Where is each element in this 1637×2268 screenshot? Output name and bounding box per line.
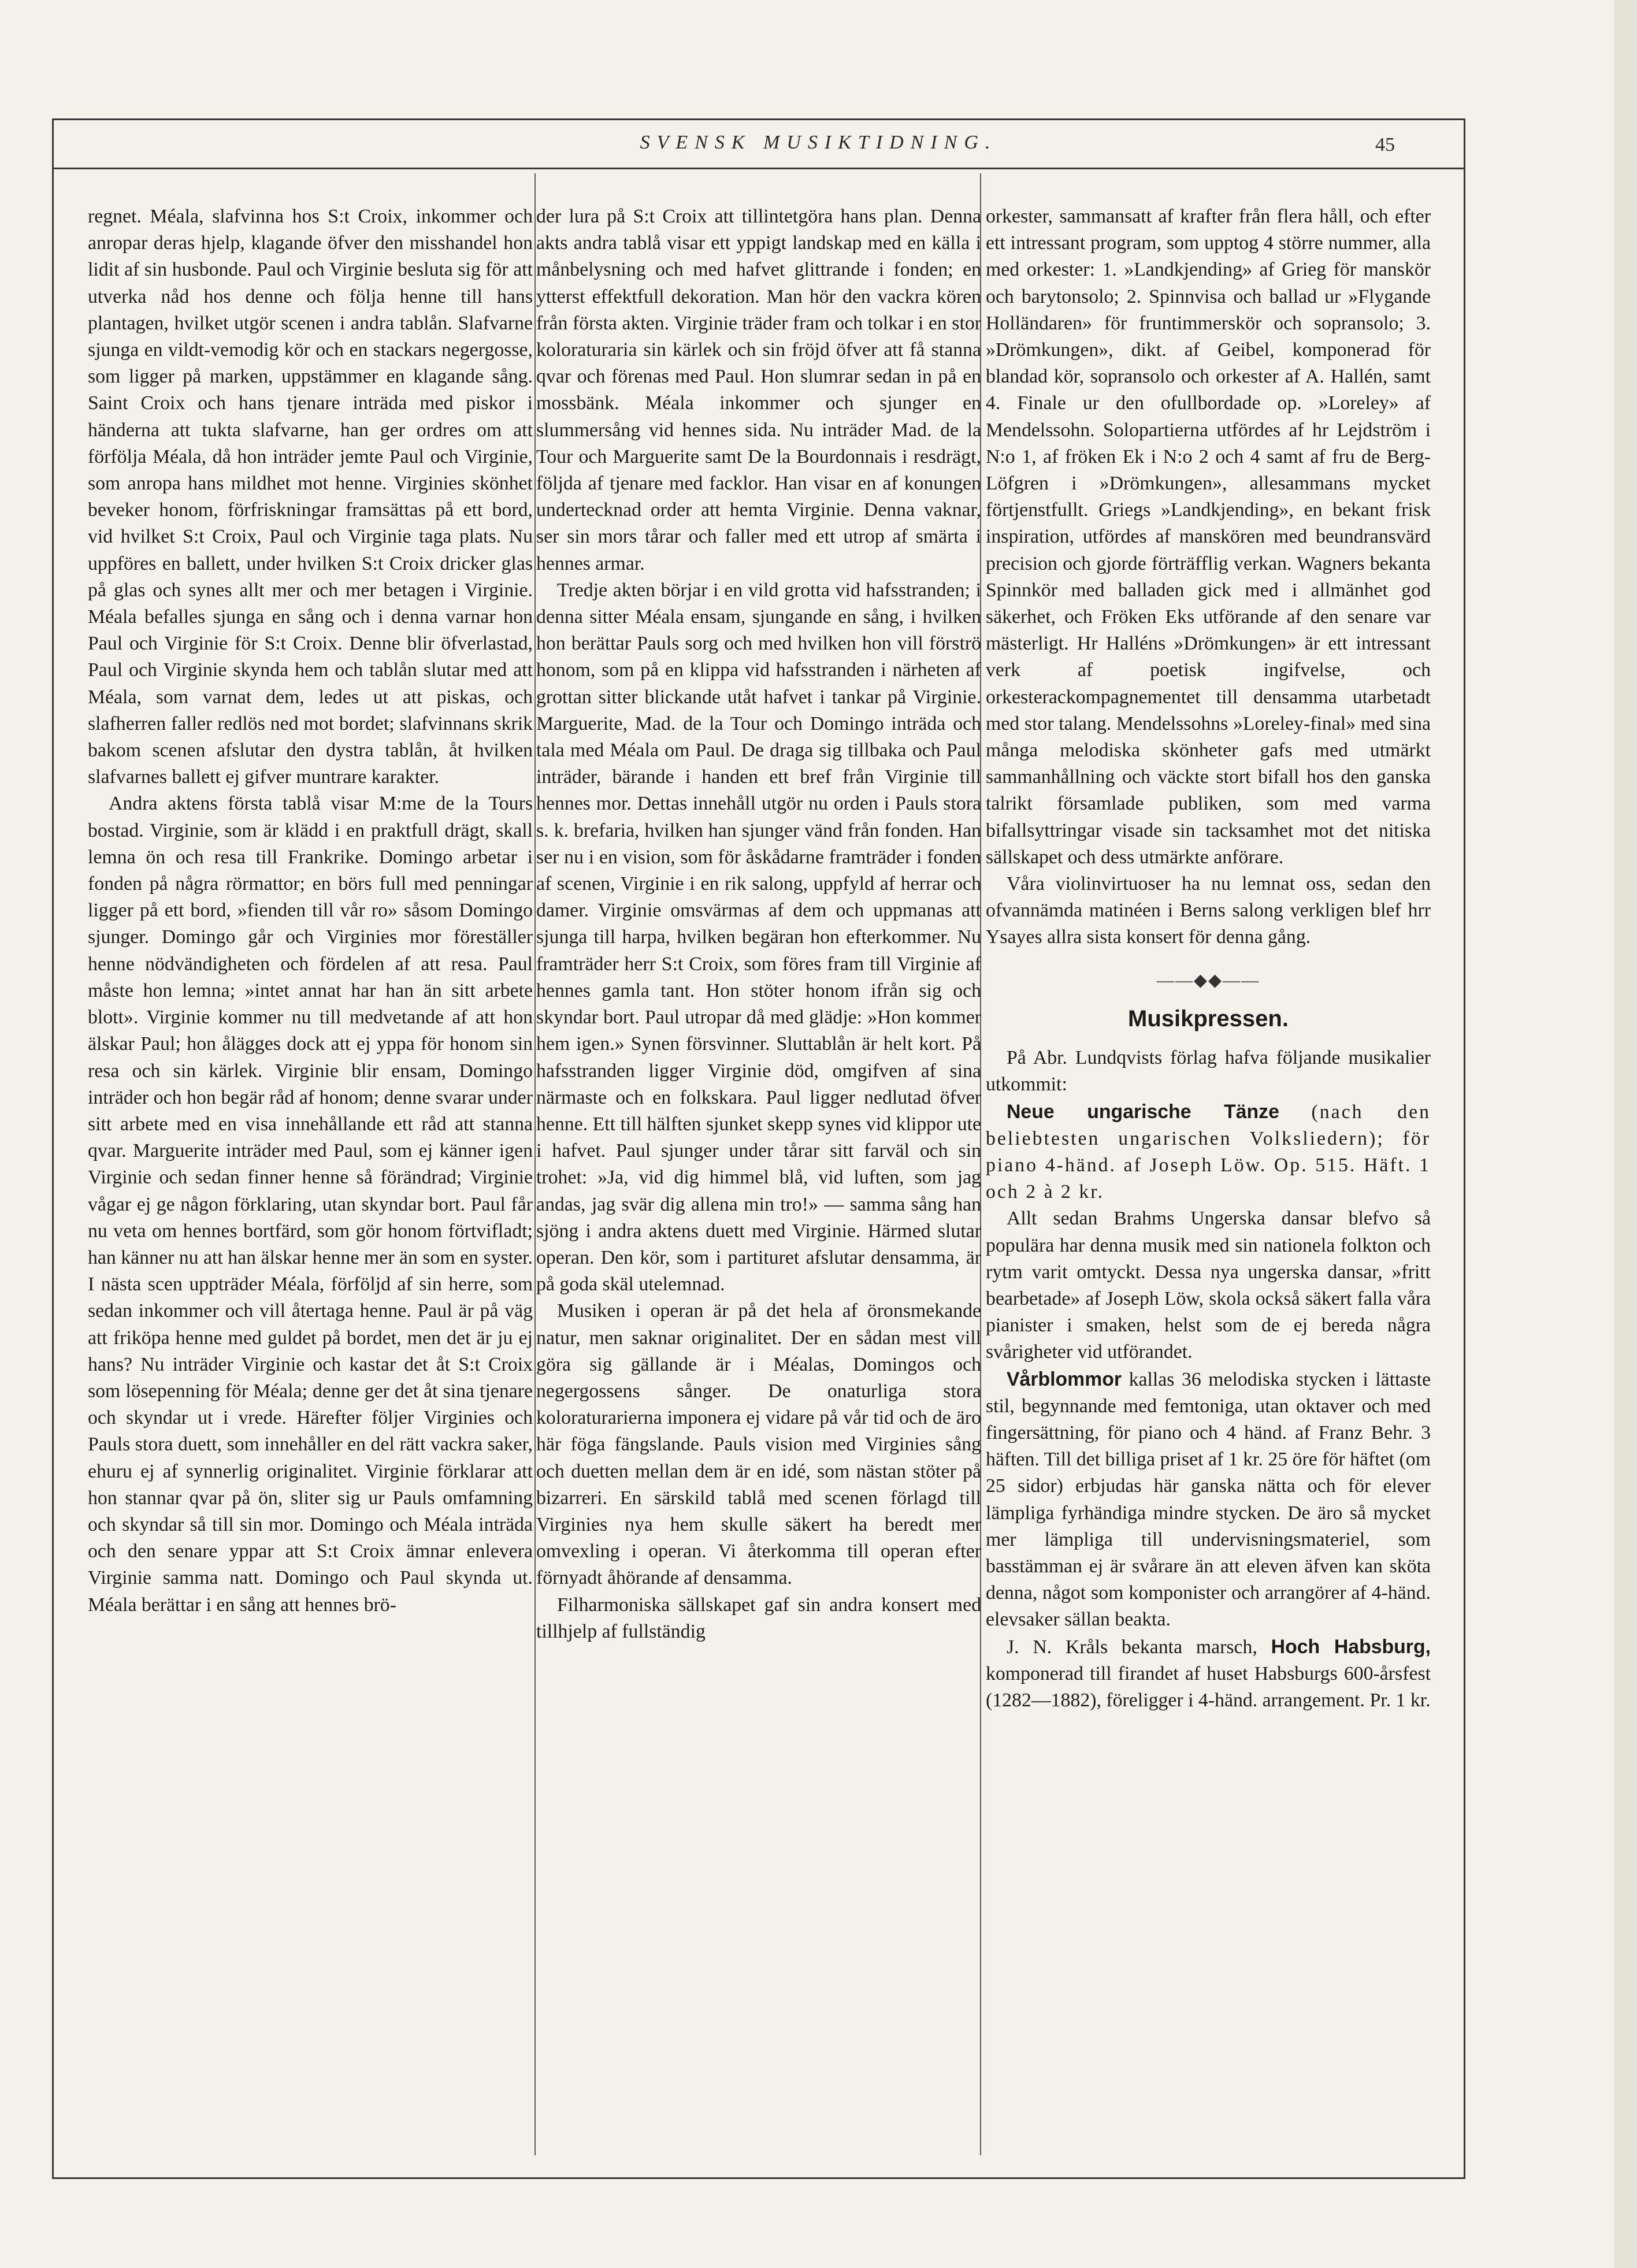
col3-paragraph-4: Allt sedan Brahms Ungerska dansar blefvo så populära har denna musik med sin nationela folkton och rytm varit omtyckt. Dessa nya ungerska dansar, »fritt bearbetade» af Joseph Löw, skola också säkert falla våra pianister i smaken, helst som de ej bereda några svårigheter vid utförandet. [986, 1208, 1431, 1363]
page-edge [1614, 0, 1637, 2268]
col2-paragraph-2: Tredje akten börjar i en vild grotta vid hafsstranden; i denna sitter Méala ensam, sjungande en sång, i hvilken hon berättar Pauls sorg och med hvilken hon vill förströ honom, som på en klippa vid hafsstranden i närheten af grottan sitter blickande utåt hafvet i tankar på Virginie. Marguerite, Mad. de la Tour och Domingo inträda och tala med Méala om Paul. De draga sig tillbaka och Paul inträder, bärande i handen ett bref från Virginie till hennes mor. Dettas innehåll utgör nu orden i Pauls stora s. k. brefaria, hvilken han sjunger vänd från fonden. Han ser nu i en vision, som för åskådarne framträder i fonden af scenen, Virginie i en rik salong, uppfyld af herrar och damer. Virginie omsvärmas af dem och uppmanas att sjunga till harpa, hvilken begäran hon efterkommer. Nu framträder herr S:t Croix, som föres fram till Virginie af hennes gamla tant. Hon stöter honom ifrån sig och skyndar bort. Paul utropar då med glädje: »Hon kommer hem igen.» Synen försvinner. Sluttablån är helt kort. På hafsstranden ligger Virginie död, omgifven af sina närmaste och en folkskara. Paul ligger nedlutad öfver henne. Ett till hälften sjunket skepp synes vid klippor ute i hafvet. Paul sjunger under tårar sitt farväl och sin trohet: »Ja, vid dig himmel blå, vid luften, som jag andas, jag svär dig allena min tro!» — samma sång han sjöng i andra aktens duett med Virginie. Härmed slutar operan. Den kör, som i partituret afslutar densamma, är på goda skäl utelemnad. [536, 579, 981, 1296]
column-rule-1 [534, 173, 536, 2155]
col1-paragraph-2: Andra aktens första tablå visar M:me de la Tours bostad. Virginie, som är klädd i en praktfull drägt, skall lemna ön och resa till Frankrike. Domingo arbetar i fonden på några rörmattor; en börs full med penningar ligger på ett bord, »fienden till vår ro» såsom Domingo sjunger. Domingo går och Virginies mor föreställer henne nödvändigheten och fördelen af att resa. Paul måste hon lemna; »intet annat har han än sitt arbete blott». Virginie kommer nu till medvetande af att hon älskar Paul; hon ålägges dock att ej yppa för honom sin resa och sin kärlek. Virginie blir ensam, Domingo inträder och hon begär råd af honom; denne svarar under sitt arbete med en visa innehållande ett råd att stanna qvar. Marguerite inträder med Paul, som ej känner igen Virginie och sedan finner henne så förändrad; Virginie vågar ej ge någon förklaring, utan skyndar bort. Paul får nu veta om hennes bortfärd, som gör honom förtvifladt; han känner nu att han älskar henne mer än som en syster. I nästa scen uppträder Méala, förföljd af sin herre, som sedan inkommer och vill återtaga henne. Paul är på väg att friköpa henne med guldet på bordet, men det är ju ej hans? Nu inträder Virginie och kastar det åt S:t Croix som lösepenning för Méala; denne ger det åt sina tjenare och skyndar ut i vrede. Härefter följer Virginies och Pauls stora duett, som innehåller en del rätt vackra saker, ehuru ej af synnerlig originalitet. Virginie förklarar att hon stannar qvar på ön, sliter sig ur Pauls omfamning och skyndar så till sin mor. Domingo och Méala inträda och den senare yppar att S:t Croix ämnar enlevera Virginie samma natt. Domingo och Paul skynda ut. Méala berättar i en sång att hennes brö- [88, 793, 533, 1616]
column-2 [536, 203, 981, 1645]
item-2-title: Vårblommor [1007, 1368, 1122, 1390]
item-3-title: Hoch Habsburg, [1271, 1635, 1431, 1658]
running-header-title: SVENSK MUSIKTIDNING. [640, 132, 997, 153]
item-2-text: kallas 36 melodiska stycken i lättaste stil, begynnande med femtoniga, utan oktaver och med fingersättning, för piano och 4 händ. af Franz Behr. 3 häften. Till det billiga priset af 1 kr. 25 öre för häftet (om 25 sidor) erbjudas här ganska nätta och för elever lämpliga fyrhändiga mindre stycken. De äro så mycket mer lämpliga till undervisningsmateriel, som basstämman ej är svårare än att eleven äfven kan sköta denna, något som komponister och arrangörer af 4-händ. elevsaker sällan beakta. [986, 1368, 1431, 1631]
item-1-title: Neue ungarische Tänze [1007, 1100, 1279, 1123]
col3-item-3 [986, 1634, 1431, 1714]
col1-paragraph-1: regnet. Méala, slafvinna hos S:t Croix, inkommer och anropar deras hjelp, klagande öfver den misshandel hon lidit af sin husbonde. Paul och Virginie besluta sig för att utverka nåd hos denne och följa henne till hans plantagen, hvilket utgör scenen i andra tablån. Slafvarne sjunga en vildt-vemodig kör och en stackars negergosse, som ligger på marken, uppstämmer en klagande sång. Saint Croix och hans tjenare inträda med piskor i händerna att tukta slafvarne, han ger ordres om att förfölja Méala, då hon inträder jemte Paul och Virginie, som anropa hans mildhet mot henne. Virginies skönhet beveker honom, förfriskningar framsättas på ett bord, vid hvilket S:t Croix, Paul och Virginie taga plats. Nu uppföres en ballett, under hvilken S:t Croix dricker glas på glas och synes allt mer och mer betagen i Virginie. Méala befalles sjunga en sång och i denna varnar hon Paul och Virginie för S:t Croix. Denne blir öfverlastad, Paul och Virginie skynda hem och tablån slutar med att Méala, som varnat dem, ledes ut att piskas, och slafherren faller redlös ned mot bordet; slafvinnans skrik bakom scenen afslutar den dystra tablån, åt hvilken slafvarnes ballett ej gifver muntrare karakter. [88, 206, 533, 788]
section-ornament: ——◆◆—— [1156, 970, 1260, 990]
column-1 [88, 203, 533, 1619]
col2-paragraph-4: Filharmoniska sällskapet gaf sin andra konsert med tillhjelp af fullständig [536, 1594, 981, 1642]
col3-paragraph-1: orkester, sammansatt af krafter från flera håll, och efter ett intressant program, som upptog 4 större nummer, alla med orkester: 1. »Landkjending» af Grieg för manskör och barytonsolo; 2. Spinnvisa och ballad ur »Flygande Holländaren» för fruntimmerskör och sopransolo; 3. »Drömkungen», dikt. af Geibel, komponerad för blandad kör, sopransolo och orkester af A. Hallén, samt 4. Finale ur den ofullbordade op. »Loreley» af Mendelssohn. Solopartierna utfördes af hr Lejdström i N:o 1, af fröken Ek i N:o 2 och 4 samt af fru de Berg-Löfgren i »Drömkungen», allesammans mycket förtjenstfullt. Griegs »Landkjending», en bekant frisk inspiration, utfördes af manskören med beundransvärd precision och gjorde förträfflig verkan. Wagners bekanta Spinnkör med balladen gick med i allmänhet god säkerhet, och Fröken Eks utförande af den senare var mästerligt. Hr Halléns »Drömkungen» är ett intressant verk af poetisk ingifvelse, och orkesterackompagnementet till densamma utarbetadt med stor talang. Mendelssohns »Loreley-final» med sina många melodiska skönheter gafs med utmärkt sammanhållning och väckte stort bifall hos den ganska talrikt församlade publiken, som med varma bifallsyttringar visade sin tacksamhet mot det nitiska sällskapet och dess utmärkte anförare. [986, 206, 1431, 868]
col2-paragraph-3: Musiken i operan är på det hela af öronsmekande natur, men saknar originalitet. Der en sådan mest vill göra sig gällande är i Méalas, Domingos och negergossens sånger. De onaturliga stora koloraturarierna imponera ej vidare på vår tid och de äro här föga fängslande. Pauls vision med Virginies sång och duetten mellan dem är en idé, som nästan stöter på bizarreri. En särskild tablå med scenen förlagd till Virginies nya hem skulle säkert ha beredt mer omvexling i operan. Vi återkomma till operan efter förnyadt åhörande af densamma. [536, 1300, 981, 1589]
section-title-musikpressen: Musikpressen. [1128, 1005, 1289, 1031]
column-3 [986, 203, 1431, 1714]
col3-intro: På Abr. Lundqvists förlag hafva följande musikalier utkommit: [986, 1047, 1431, 1096]
col3-item-2 [986, 1366, 1431, 1634]
col3-paragraph-2: Våra violinvirtuoser ha nu lemnat oss, sedan den ofvannämda matinéen i Berns salong verkligen blef hrr Ysayes allra sista konsert för denna gång. [986, 873, 1431, 948]
item-3-lead: J. N. Kråls bekanta marsch, [1007, 1636, 1257, 1658]
page-number: 45 [1375, 134, 1395, 155]
item-3-text: komponerad till firandet af huset Habsburgs 600-årsfest (1282—1882), föreligger i 4-händ. arrangement. Pr. 1 kr. [986, 1662, 1431, 1711]
col3-item-1 [986, 1098, 1431, 1206]
item-1-text: (nach den beliebtesten ungarischen Volksliedern); för piano 4-händ. af Joseph Löw. Op. 515. Häft. 1 och 2 à 2 kr. [986, 1101, 1431, 1203]
header-rule [52, 168, 1465, 169]
col2-paragraph-1: der lura på S:t Croix att tillintetgöra hans plan. Denna akts andra tablå visar ett yppigt landskap med en källa i månbelysning och med hafvet glittrande i fonden; en ytterst effektfull dekoration. Man hör den vackra kören från första akten. Virginie träder fram och tolkar i en stor koloraturaria sin kärlek och sin fröjd öfver att få stanna qvar och förenas med Paul. Hon slumrar sedan in på en mossbänk. Méala inkommer och sjunger en slummersång vid hennes sida. Nu inträder Mad. de la Tour och Marguerite samt De la Bourdonnais i resdrägt, följda af tjenare med facklor. Han visar en af konungen undertecknad order att hemta Virginie. Denna vaknar, ser sin mors tårar och faller med ett utrop af smärta i hennes armar. [536, 206, 981, 574]
